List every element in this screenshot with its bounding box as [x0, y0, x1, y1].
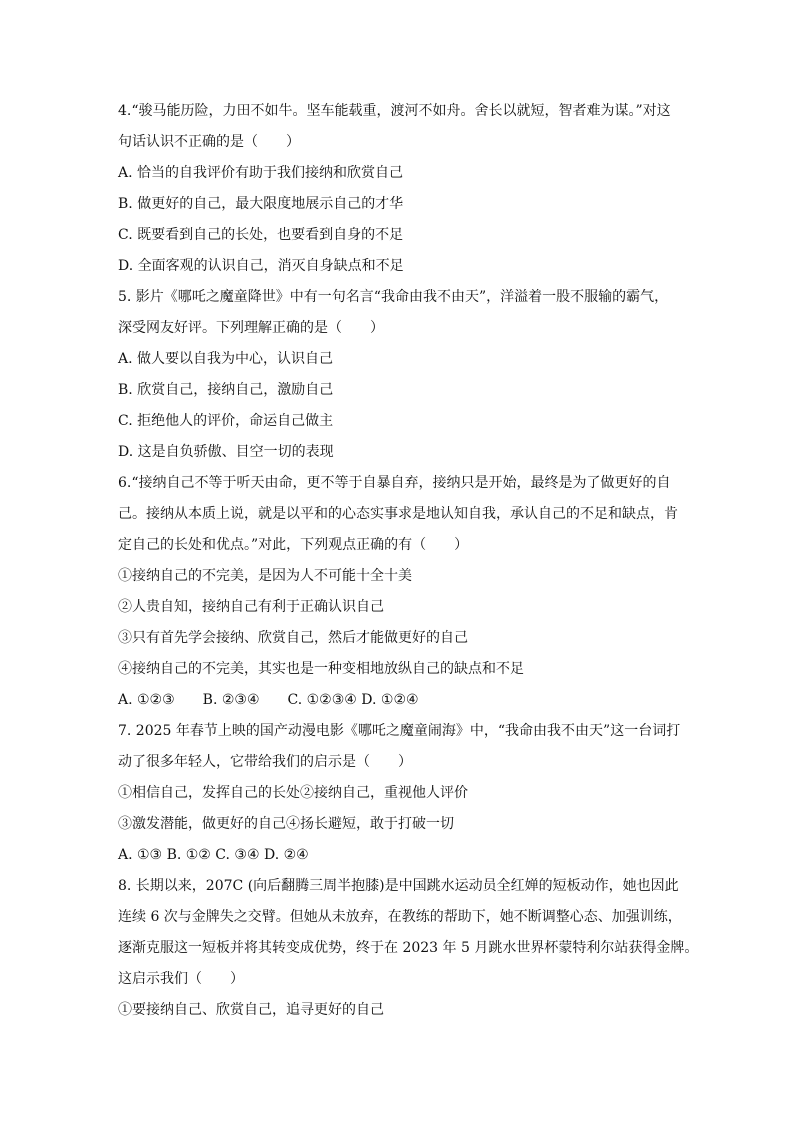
question-6	[118, 468, 678, 716]
option-c: C. 拒绝他人的评价，命运自己做主	[118, 413, 334, 429]
question-7	[118, 716, 681, 871]
statement-3: ③只有首先学会接纳、欣赏自己，然后才能做更好的自己	[118, 630, 468, 646]
question-stem-line: 8. 长期以来，207C (向后翻腾三周半抱膝)是中国跳水运动员全红婵的短板动作，她也因此	[118, 878, 679, 894]
answer-options: A. ①②③ B. ②③④ C. ①②③④ D. ①②④	[118, 692, 419, 708]
question-stem-line: 动了很多年轻人，它带给我们的启示是（ ）	[118, 754, 412, 770]
question-stem-line: 定自己的长处和优点。”对此，下列观点正确的有（ ）	[118, 537, 469, 553]
statement-1: ①要接纳自己、欣赏自己，追寻更好的自己	[118, 1002, 384, 1018]
question-stem-line: 逐渐克服这一短板并将其转变成优势，终于在 2023 年 5 月跳水世界杯蒙特利尔站获得金牌。	[118, 940, 699, 956]
option-b: B. 欣赏自己，接纳自己，激励自己	[118, 382, 334, 398]
option-c: C. 既要看到自己的长处，也要看到自身的不足	[118, 227, 404, 243]
statement-2: ②人贵自知，接纳自己有利于正确认识自己	[118, 599, 384, 615]
question-4	[118, 96, 678, 282]
option-d: D. 全面客观的认识自己，消灭自身缺点和不足	[118, 258, 404, 274]
question-stem-line: 深受网友好评。下列理解正确的是（ ）	[118, 320, 384, 336]
question-stem-line: 7. 2025 年春节上映的国产动漫电影《哪吒之魔童闹海》中，“我命由我不由天”这一台词打	[118, 723, 681, 739]
option-a: A. 做人要以自我为中心，认识自己	[118, 351, 334, 367]
question-8	[118, 871, 699, 1026]
statements-3-4: ③激发潜能，做更好的自己④扬长避短，敢于打破一切	[118, 816, 454, 832]
question-stem-line: 这启示我们（ ）	[118, 971, 244, 987]
question-5	[118, 282, 678, 468]
document-page	[118, 96, 699, 1026]
option-a: A. 恰当的自我评价有助于我们接纳和欣赏自己	[118, 165, 404, 181]
question-stem-line: 连续 6 次与金牌失之交臂。但她从未放弃，在教练的帮助下，她不断调整心态、加强训练，	[118, 909, 682, 925]
option-d: D. 这是自负骄傲、目空一切的表现	[118, 444, 334, 460]
statement-4: ④接纳自己的不完美，其实也是一种变相地放纵自己的缺点和不足	[118, 661, 524, 677]
question-stem-line: 4.“骏马能历险，力田不如牛。坚车能载重，渡河不如舟。舍长以就短，智者难为谋。”对这	[118, 103, 671, 119]
question-stem-line: 句话认识不正确的是（ ）	[118, 134, 300, 150]
question-stem-line: 5. 影片《哪吒之魔童降世》中有一句名言“我命由我不由天”，洋溢着一股不服输的霸气，	[118, 289, 669, 305]
question-stem-line: 6.“接纳自己不等于听天由命，更不等于自暴自弃，接纳只是开始，最终是为了做更好的自	[118, 475, 671, 491]
option-b: B. 做更好的自己，最大限度地展示自己的才华	[118, 196, 404, 212]
statements-1-2: ①相信自己，发挥自己的长处②接纳自己，重视他人评价	[118, 785, 468, 801]
answer-options: A. ①③ B. ①② C. ③④ D. ②④	[118, 847, 309, 863]
question-stem-line: 己。接纳从本质上说，就是以平和的心态实事求是地认知自我，承认自己的不足和缺点，肯	[118, 506, 678, 522]
statement-1: ①接纳自己的不完美，是因为人不可能十全十美	[118, 568, 412, 584]
